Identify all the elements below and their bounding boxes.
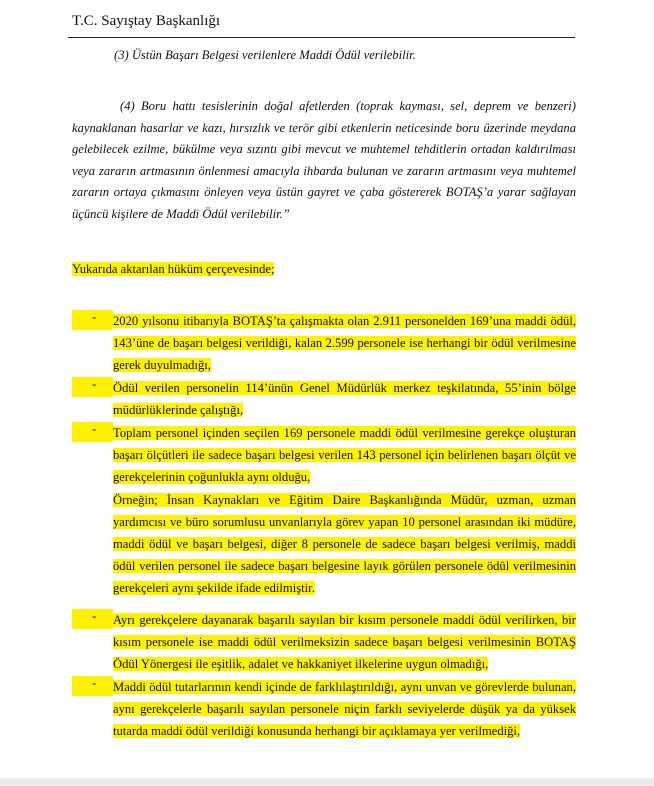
bullet-item [72,310,576,376]
bullet-dash [72,609,113,629]
quote-paragraph-3: (3) Üstün Başarı Belgesi verilenlere Maddi Ödül verilebilir. [114,48,416,62]
example-text: Örneğin; İnsan Kaynakları ve Eğitim Daire Başkanlığında Müdür, uzman, uzman yardımcısı ve büro sorumlusu unvanlarıyla görev yapan 10 personel arasından iki müdüre, maddi ödül ve başarı belgesi, diğer 8 personele de sadece başarı belgesi verilmiş, maddi ödül verilen personel ile sadece başarı belgesine layık görülen personele ödül verilmesinin gerekçeleri aynı şekilde ifade edilmiştir. [113,493,576,595]
bullet-dash [72,676,113,696]
page-header: T.C. Sayıştay Başkanlığı [72,13,221,29]
bullet-marker: - [92,310,97,324]
bullet-marker: - [92,377,97,391]
intro-sentence [72,262,274,277]
bullet-item [72,676,576,742]
page-bottom-edge [0,778,654,786]
bullet-text: Toplam personel içinden seçilen 169 personele maddi ödül verilmesine gerekçe oluşturan başarı ölçütleri ile sadece başarı belgesi verilen 143 personel için belirlenen başarı ölçüt ve gerekçelerinin çoğunlukla aynı olduğu, [113,426,576,484]
bullet-item [72,609,576,675]
quote-paragraph-4: (4) Boru hattı tesislerinin doğal afetlerden (toprak kayması, sel, deprem ve benzeri) kaynaklanan hasarlar ve kazı, hırsızlık ve terör gibi etkenlerin neticesinde boru üzerinde meydana gelebilecek ezilme, bükülme veya sızıntı gibi mevcut ve muhtemel tehditlerin ortadan kaldırılması veya zararın artmasının önlenmesi amacıyla ihbarda bulunan ve zararın artmasını veya muhtemel zararın ortaya çıkmasını önleyen veya üstün gayret ve çaba göstererek BOTAŞ’a yarar sağlayan üçüncü kişilere de Maddi Ödül verilebilir.” [72,99,576,221]
intro-text: Yukarıda aktarılan hüküm çerçevesinde; [72,262,275,276]
bullet-marker: - [92,422,97,436]
bullet-dash [72,377,113,397]
bullet-marker: - [92,676,97,690]
bullet-dash [72,422,113,442]
bullet-text: Ayrı gerekçelere dayanarak başarılı sayılan bir kısım personele maddi ödül verilirken, bir kısım personele ise maddi ödül verilmeksizin sadece başarı belgesi verilmesinin BOTAŞ Ödül Yönergesi ile eşitlik, adalet ve hakkaniyet ilkelerine uygun olmadığı, [113,613,576,671]
bullet-marker: - [92,609,97,623]
header-divider [68,37,575,38]
bullet-item [72,377,576,421]
example-paragraph [113,489,576,599]
bullet-text: Maddi ödül tutarlarının kendi içinde de farklılaştırıldığı, aynı unvan ve görevlerde bulunan, aynı gerekçelerle başarılı sayılan personele niçin farklı seviyelerde düşük ya da yüksek tutarda maddi ödül verildiği konusunda herhangi bir açıklamaya yer verilmediği, [113,680,576,738]
bullet-item [72,422,576,488]
bullet-text: Ödül verilen personelin 114’ünün Genel Müdürlük merkez teşkilatında, 55’inin bölge müdürlüklerinde çalıştığı, [113,381,576,417]
bullet-dash [72,310,113,330]
bullet-text: 2020 yılsonu itibarıyla BOTAŞ’ta çalışmakta olan 2.911 personelden 169’una maddi ödül, 143’üne de başarı belgesi verildiği, kalan 2.599 personele ise herhangi bir ödül verilmesine gerek duyulmadığı, [113,314,576,372]
